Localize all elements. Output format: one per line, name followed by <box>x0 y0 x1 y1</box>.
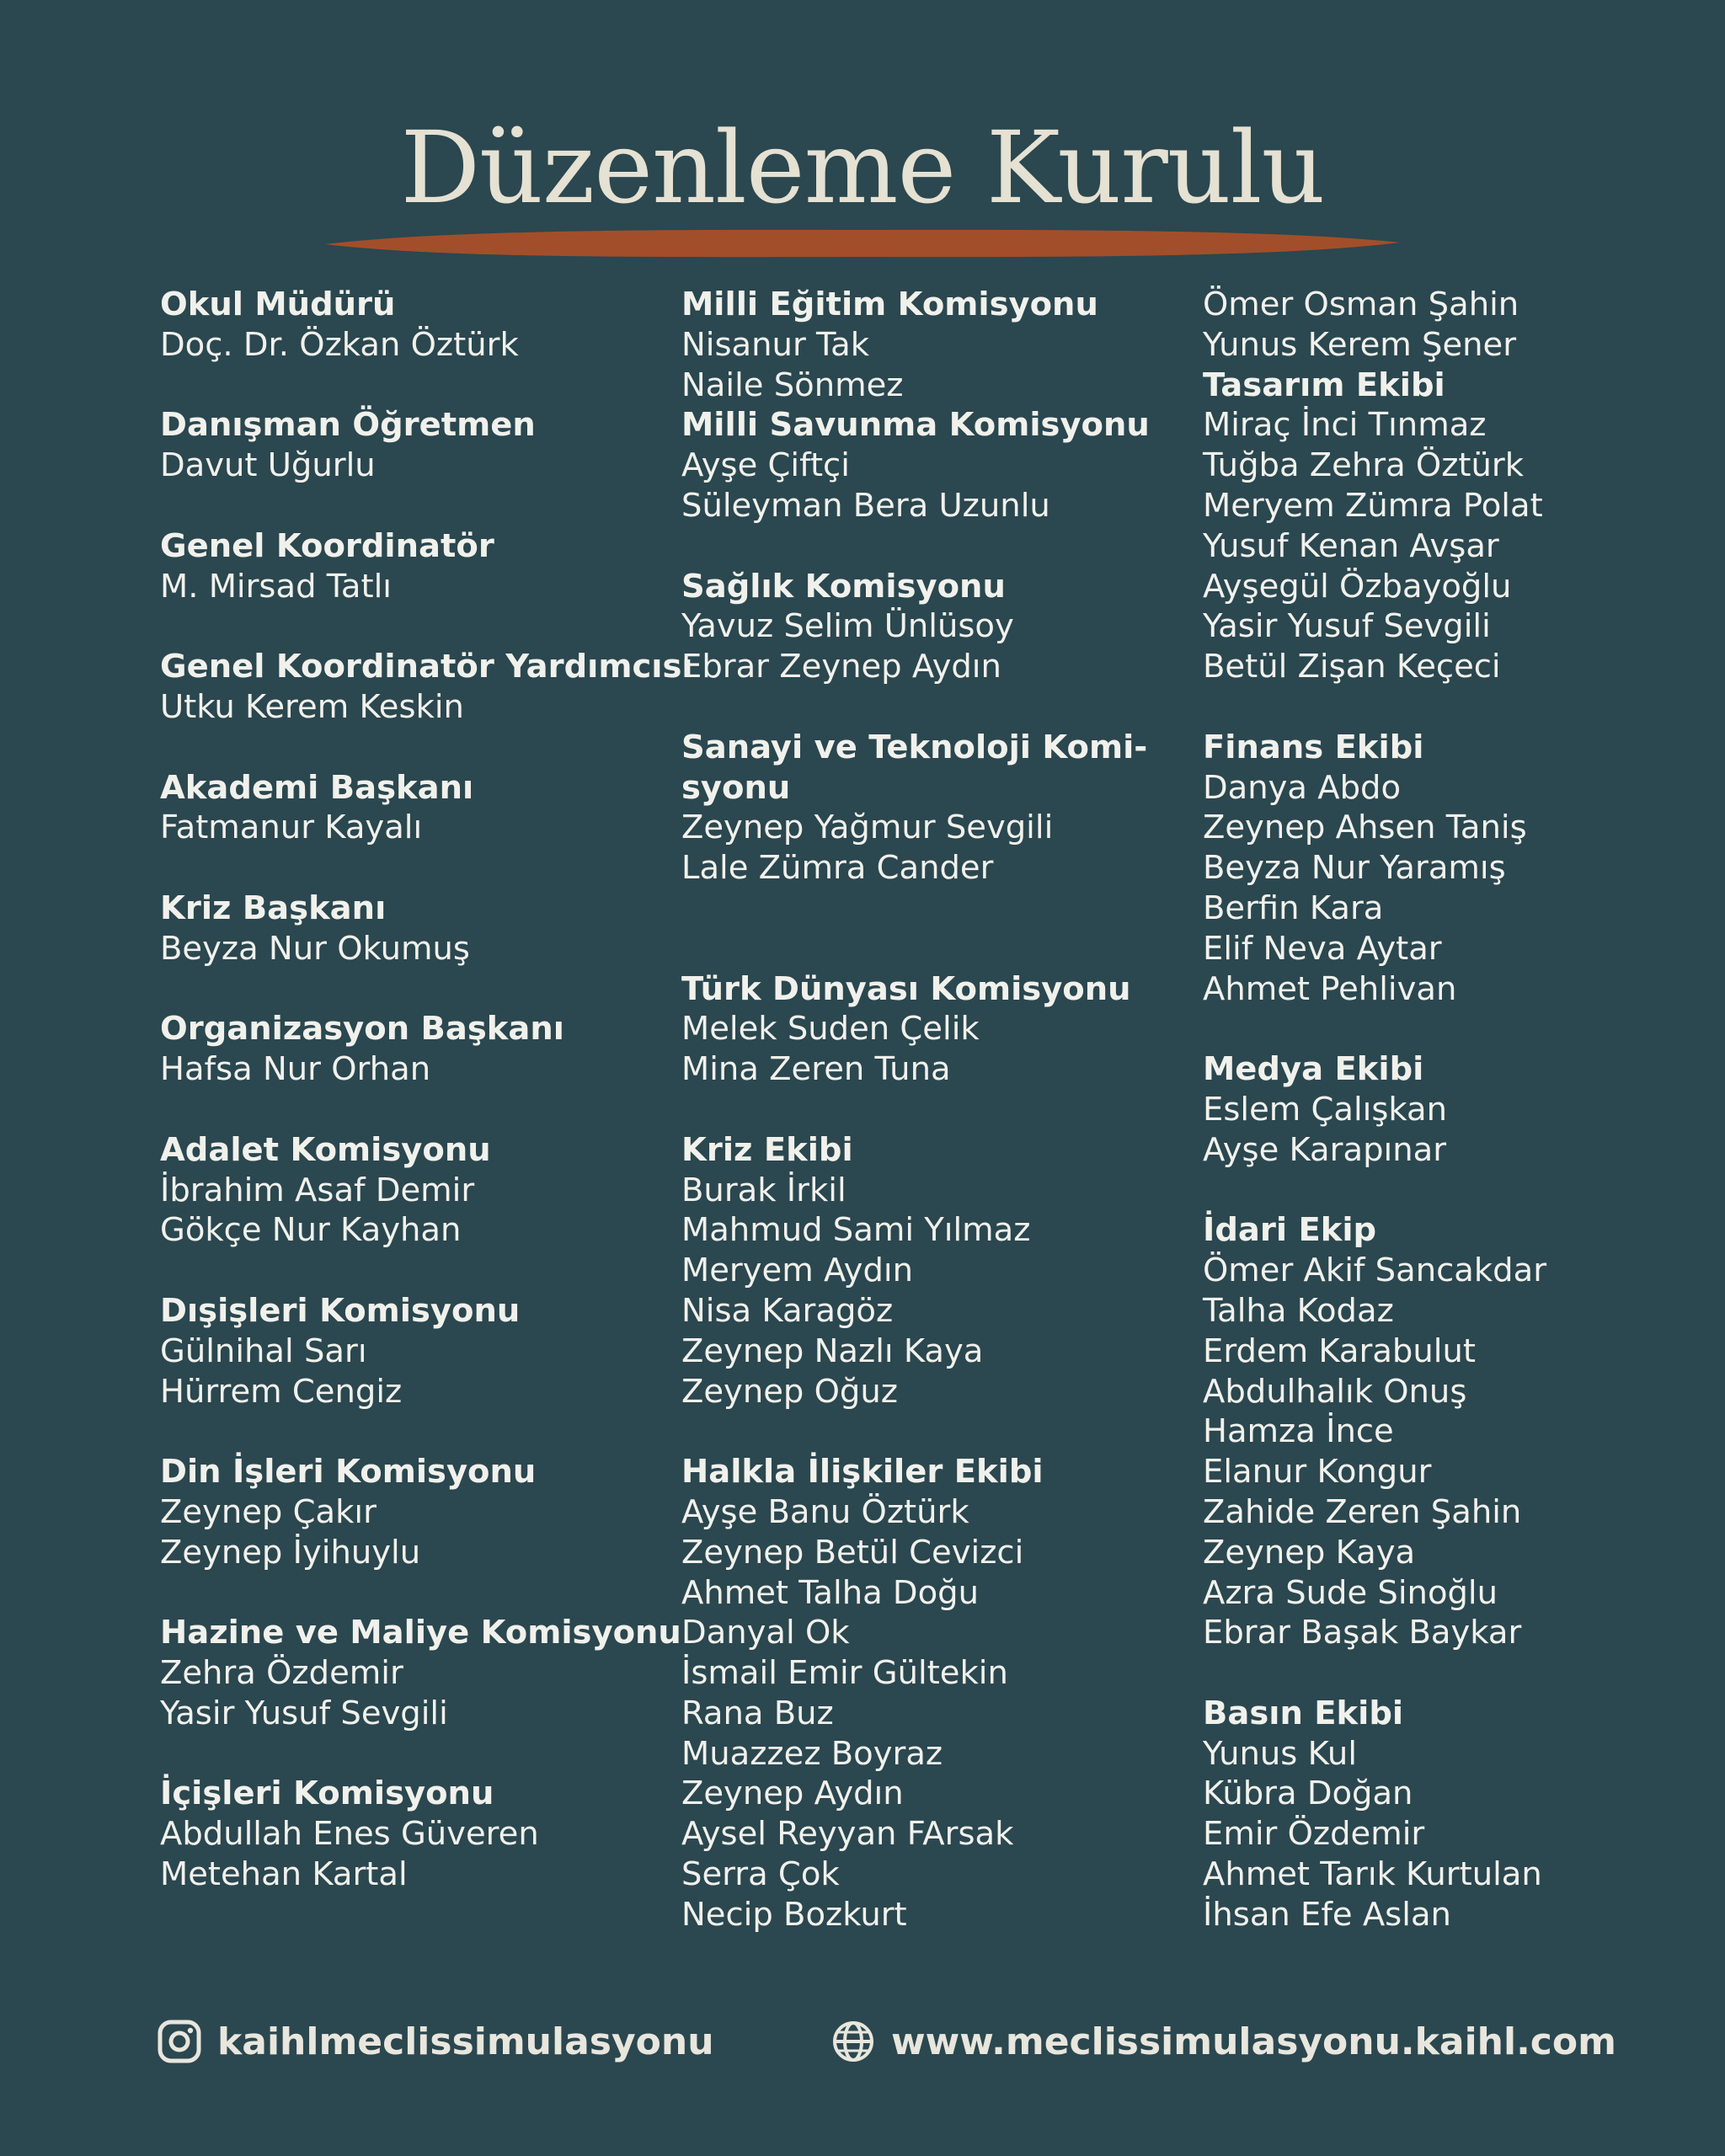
member-name: Davut Uğurlu <box>160 446 376 485</box>
spacer <box>160 1251 665 1291</box>
spacer <box>681 687 1187 728</box>
member-name: Emir Özdemir <box>1203 1815 1425 1854</box>
section-heading: Genel Koordinatör <box>160 526 494 565</box>
member-name: Doç. Dr. Özkan Öztürk <box>160 325 519 364</box>
member-name: İhsan Efe Aslan <box>1203 1895 1451 1934</box>
member-name: Azra Sude Sinoğlu <box>1203 1573 1498 1612</box>
section-heading: Finans Ekibi <box>1203 728 1424 766</box>
member-name: Yunus Kerem Şener <box>1203 325 1517 364</box>
section-heading: Akademi Başkanı <box>160 768 474 807</box>
spacer <box>681 526 1187 567</box>
member-name: Aysel Reyyan FArsak <box>681 1815 1014 1854</box>
spacer <box>160 486 665 526</box>
section-heading: Okul Müdürü <box>160 286 396 323</box>
member-name: Ömer Akif Sancakdar <box>1203 1251 1547 1290</box>
section-heading: Organizasyon Başkanı <box>160 1010 564 1049</box>
member-name: Ayşe Banu Öztürk <box>681 1492 969 1531</box>
member-name: Gülnihal Sarı <box>160 1331 367 1370</box>
member-name: İsmail Emir Gültekin <box>681 1654 1008 1693</box>
member-name: Fatmanur Kayalı <box>160 808 423 847</box>
member-name: Hamza İnce <box>1203 1412 1394 1451</box>
member-name: Ömer Osman Şahin <box>1203 286 1519 323</box>
section-heading: Milli Savunma Komisyonu <box>681 406 1150 445</box>
instagram-handle: kaihlmeclissimulasyonu <box>217 2020 714 2063</box>
section-heading: Dışişleri Komisyonu <box>160 1291 521 1330</box>
spacer <box>160 366 665 406</box>
member-name: İbrahim Asaf Demir <box>160 1171 475 1209</box>
member-name: Mahmud Sami Yılmaz <box>681 1211 1031 1250</box>
section-heading: Halkla İlişkiler Ekibi <box>681 1453 1044 1492</box>
spacer <box>1203 1009 1708 1049</box>
member-name: M. Mirsad Tatlı <box>160 567 392 606</box>
member-name: Yavuz Selim Ünlüsoy <box>681 607 1014 646</box>
member-name: Metehan Kartal <box>160 1855 408 1894</box>
section-heading: Türk Dünyası Komisyonu <box>681 969 1131 1008</box>
member-name: Rana Buz <box>681 1694 834 1732</box>
member-name: Elif Neva Aytar <box>1203 929 1442 968</box>
member-name: Ayşe Karapınar <box>1203 1130 1447 1169</box>
spacer <box>681 929 1187 969</box>
website-link[interactable] <box>830 2015 1616 2068</box>
section-heading: Basın Ekibi <box>1203 1694 1404 1732</box>
member-name: Ebrar Zeynep Aydın <box>681 648 1001 686</box>
spacer <box>681 889 1187 929</box>
member-name: Beyza Nur Yaramış <box>1203 849 1506 888</box>
spacer <box>160 848 665 889</box>
member-name: Utku Kerem Keskin <box>160 687 464 726</box>
member-name: Abdulhalık Onuş <box>1203 1372 1467 1411</box>
member-name: Ahmet Pehlivan <box>1203 969 1457 1008</box>
member-name: Nisanur Tak <box>681 325 870 364</box>
section-heading: Hazine ve Maliye Komisyonu <box>160 1614 681 1652</box>
section-heading: Kriz Başkanı <box>160 889 387 927</box>
spacer <box>160 1412 665 1452</box>
member-name: Nisa Karagöz <box>681 1291 894 1330</box>
brush-underline <box>325 226 1400 259</box>
member-name: Berfin Kara <box>1203 889 1384 927</box>
member-name: Ayşe Çiftçi <box>681 446 850 485</box>
member-name: Zeynep Nazlı Kaya <box>681 1331 984 1370</box>
spacer <box>160 969 665 1010</box>
member-name: Süleyman Bera Uzunlu <box>681 486 1050 525</box>
member-name: Zeynep Ahsen Taniş <box>1203 808 1527 847</box>
section-heading: Din İşleri Komisyonu <box>160 1453 537 1492</box>
section-heading: İçişleri Komisyonu <box>160 1774 494 1813</box>
section-heading: Sanayi ve Teknoloji Komi- <box>681 728 1148 766</box>
member-name: Yasir Yusuf Sevgili <box>1203 607 1491 646</box>
section-heading: Kriz Ekibi <box>681 1130 853 1169</box>
instagram-icon <box>157 2019 202 2064</box>
member-name: Ahmet Talha Doğu <box>681 1573 979 1612</box>
member-name: Zeynep Oğuz <box>681 1372 898 1411</box>
section-heading: İdari Ekip <box>1203 1211 1377 1250</box>
member-name: Yasir Yusuf Sevgili <box>160 1694 448 1732</box>
globe-icon <box>830 2019 876 2064</box>
member-name: Mina Zeren Tuna <box>681 1050 951 1089</box>
member-name: Zeynep Yağmur Sevgili <box>681 808 1054 847</box>
spacer <box>160 728 665 768</box>
page-title: Düzenleme Kurulu <box>400 109 1325 226</box>
member-name: Lale Zümra Cander <box>681 849 994 888</box>
section-heading: syonu <box>681 768 791 807</box>
member-name: Serra Çok <box>681 1855 840 1894</box>
member-name: Tuğba Zehra Öztürk <box>1203 446 1525 485</box>
member-name: Ahmet Tarık Kurtulan <box>1203 1855 1542 1894</box>
member-name: Miraç İnci Tınmaz <box>1203 406 1487 445</box>
member-name: Burak İrkil <box>681 1171 846 1209</box>
member-name: Zeynep Betül Cevizci <box>681 1533 1024 1572</box>
member-name: Zeynep Aydın <box>681 1774 904 1813</box>
member-name: Beyza Nur Okumuş <box>160 929 470 968</box>
member-name: Erdem Karabulut <box>1203 1331 1476 1370</box>
section-heading: Danışman Öğretmen <box>160 406 536 445</box>
member-name: Ayşegül Özbayoğlu <box>1203 567 1512 606</box>
spacer <box>160 606 665 647</box>
member-name: Kübra Doğan <box>1203 1774 1413 1813</box>
spacer <box>681 1090 1187 1130</box>
member-name: Hafsa Nur Orhan <box>160 1050 431 1089</box>
member-name: Meryem Zümra Polat <box>1203 486 1543 525</box>
section-heading: Adalet Komisyonu <box>160 1130 491 1169</box>
member-name: Zehra Özdemir <box>160 1654 403 1693</box>
spacer <box>1203 1171 1708 1211</box>
member-name: Zahide Zeren Şahin <box>1203 1492 1522 1531</box>
spacer <box>160 1573 665 1614</box>
member-name: Meryem Aydın <box>681 1251 913 1290</box>
member-name: Hürrem Cengiz <box>160 1372 403 1411</box>
section-heading: Tasarım Ekibi <box>1203 366 1445 404</box>
spacer <box>1203 1653 1708 1694</box>
member-name: Zeynep Çakır <box>160 1492 377 1531</box>
member-name: Elanur Kongur <box>1203 1453 1432 1492</box>
spacer <box>681 1412 1187 1452</box>
member-name: Naile Sönmez <box>681 366 904 404</box>
member-name: Danya Abdo <box>1203 768 1402 807</box>
spacer <box>160 1734 665 1774</box>
column-3 <box>1203 285 1708 1935</box>
member-name: Gökçe Nur Kayhan <box>160 1211 462 1250</box>
member-name: Ebrar Başak Baykar <box>1203 1614 1522 1652</box>
section-heading: Genel Koordinatör Yardımcısı <box>160 648 693 686</box>
member-name: Muazzez Boyraz <box>681 1734 943 1773</box>
column-2 <box>681 285 1187 1935</box>
member-name: Danyal Ok <box>681 1614 850 1652</box>
member-name: Abdullah Enes Güveren <box>160 1815 539 1854</box>
section-heading: Milli Eğitim Komisyonu <box>681 286 1098 323</box>
member-name: Melek Suden Çelik <box>681 1010 980 1049</box>
member-name: Eslem Çalışkan <box>1203 1090 1448 1129</box>
member-name: Zeynep İyihuylu <box>160 1533 421 1572</box>
column-1 <box>160 285 693 1895</box>
member-name: Zeynep Kaya <box>1203 1533 1416 1572</box>
member-name: Betül Zişan Keçeci <box>1203 648 1501 686</box>
spacer <box>160 1090 665 1130</box>
section-heading: Sağlık Komisyonu <box>681 567 1006 606</box>
website-url: www.meclissimulasyonu.kaihl.com <box>891 2020 1616 2063</box>
member-name: Yunus Kul <box>1203 1734 1358 1773</box>
member-name: Talha Kodaz <box>1203 1291 1394 1330</box>
spacer <box>1203 687 1708 728</box>
section-heading: Medya Ekibi <box>1203 1050 1424 1089</box>
instagram-link[interactable] <box>157 2015 714 2068</box>
member-name: Yusuf Kenan Avşar <box>1203 526 1499 565</box>
member-name: Necip Bozkurt <box>681 1895 907 1934</box>
